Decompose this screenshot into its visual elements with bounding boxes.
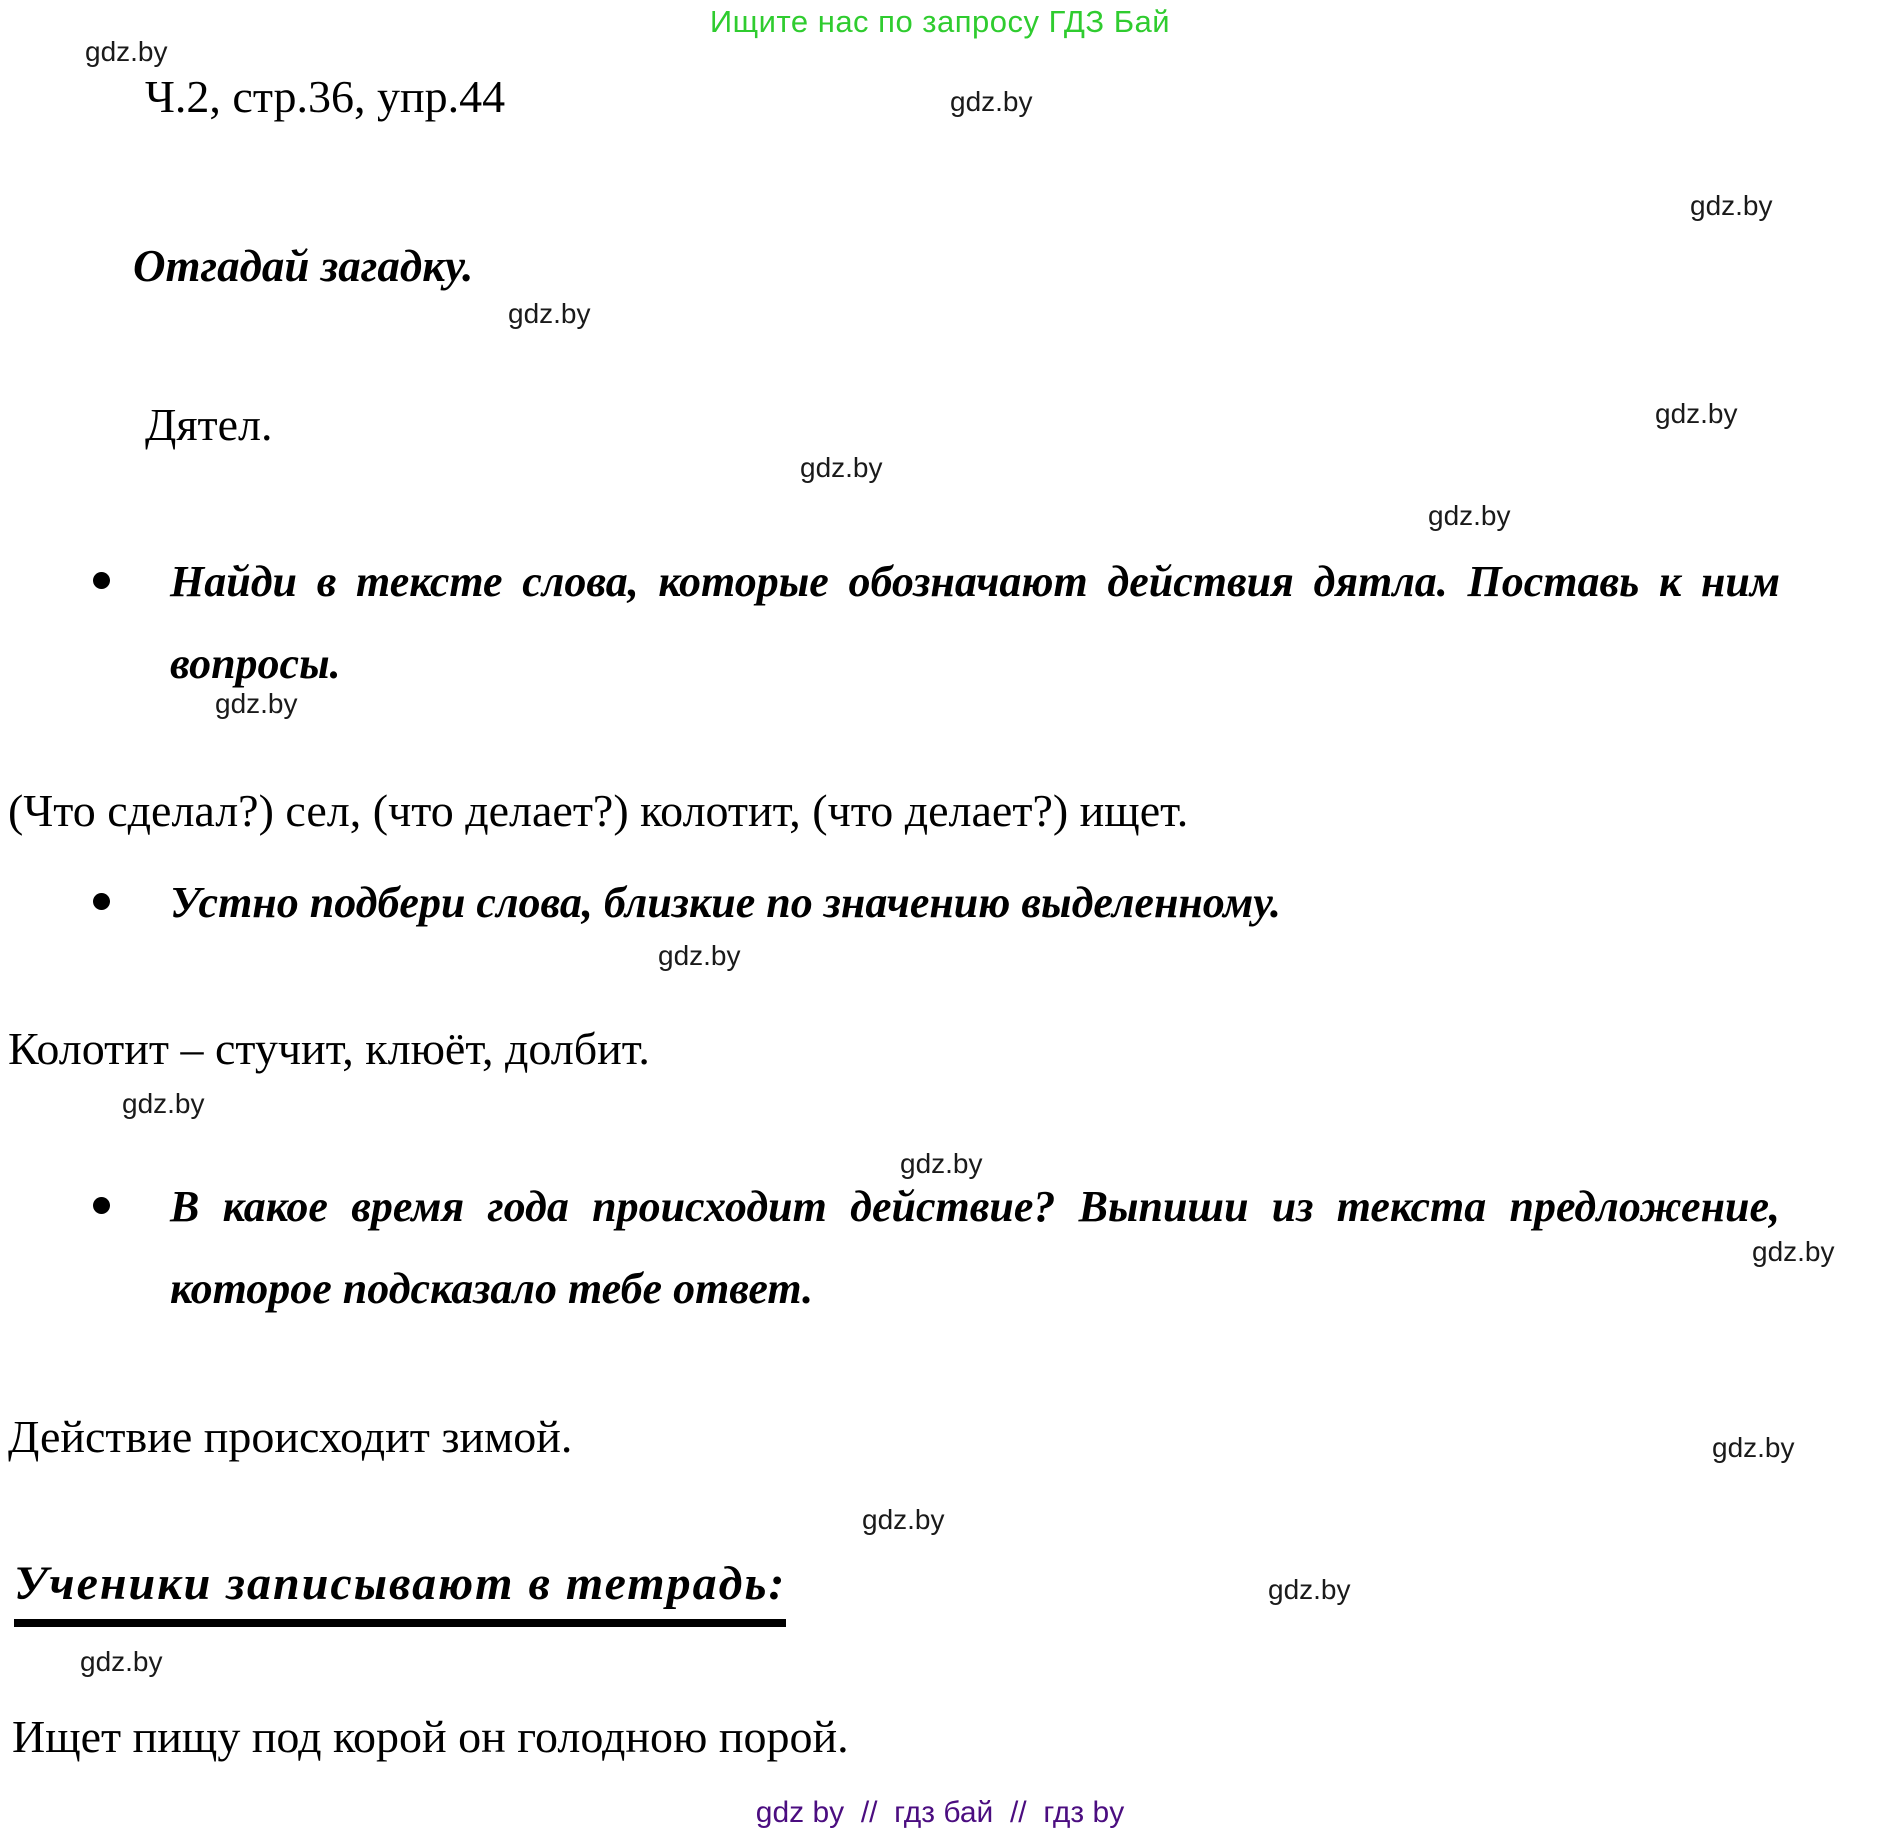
bullet-marker: [93, 893, 110, 910]
riddle-answer: Дятел.: [145, 399, 273, 450]
watermark: gdz.by: [1655, 398, 1738, 429]
watermark: gdz.by: [658, 940, 741, 971]
watermark: gdz.by: [1752, 1236, 1835, 1267]
answer-notebook-sentence: Ищет пищу под корой он голодною порой.: [12, 1711, 849, 1762]
bullet-task-find-verbs: Найди в тексте слова, которые обозначают действия дятла. Поставь к ним вопросы.: [170, 557, 1780, 688]
watermark: gdz.by: [950, 86, 1033, 117]
watermark: gdz.by: [900, 1148, 983, 1179]
watermark: gdz.by: [80, 1646, 163, 1677]
footer-site-line: gdz by // гдз бай // гдз by: [755, 1796, 1125, 1829]
watermark: gdz.by: [1428, 500, 1511, 531]
watermark: gdz.by: [1712, 1432, 1795, 1463]
watermark: gdz.by: [862, 1504, 945, 1535]
answer-season: Действие происходит зимой.: [8, 1411, 573, 1462]
watermark: gdz.by: [215, 688, 298, 719]
watermark: gdz.by: [85, 36, 168, 67]
watermark: gdz.by: [508, 298, 591, 329]
green-banner: Ищите нас по запросу ГДЗ Бай: [709, 4, 1171, 39]
bullet-task-synonyms: Устно подбери слова, близкие по значению выделенному.: [170, 878, 1282, 927]
watermark: gdz.by: [1690, 190, 1773, 221]
bullet-marker: [93, 1197, 110, 1214]
answer-synonyms: Колотит – стучит, клюёт, долбит.: [8, 1023, 650, 1074]
page-title: Ч.2, стр.36, упр.44: [145, 71, 506, 122]
watermark: gdz.by: [1268, 1574, 1351, 1605]
bullet-task-season: В какое время года происходит действие? Выпиши из текста предложение, которое подсказало тебе ответ.: [170, 1182, 1780, 1313]
notebook-heading: Ученики записывают в тетрадь:: [14, 1556, 786, 1627]
bullet-marker: [93, 572, 110, 589]
task-heading: Отгадай загадку.: [133, 241, 474, 291]
answer-verbs: (Что сделал?) сел, (что делает?) колотит, (что делает?) ищет.: [8, 785, 1189, 836]
watermark: gdz.by: [800, 452, 883, 483]
watermark: gdz.by: [122, 1088, 205, 1119]
